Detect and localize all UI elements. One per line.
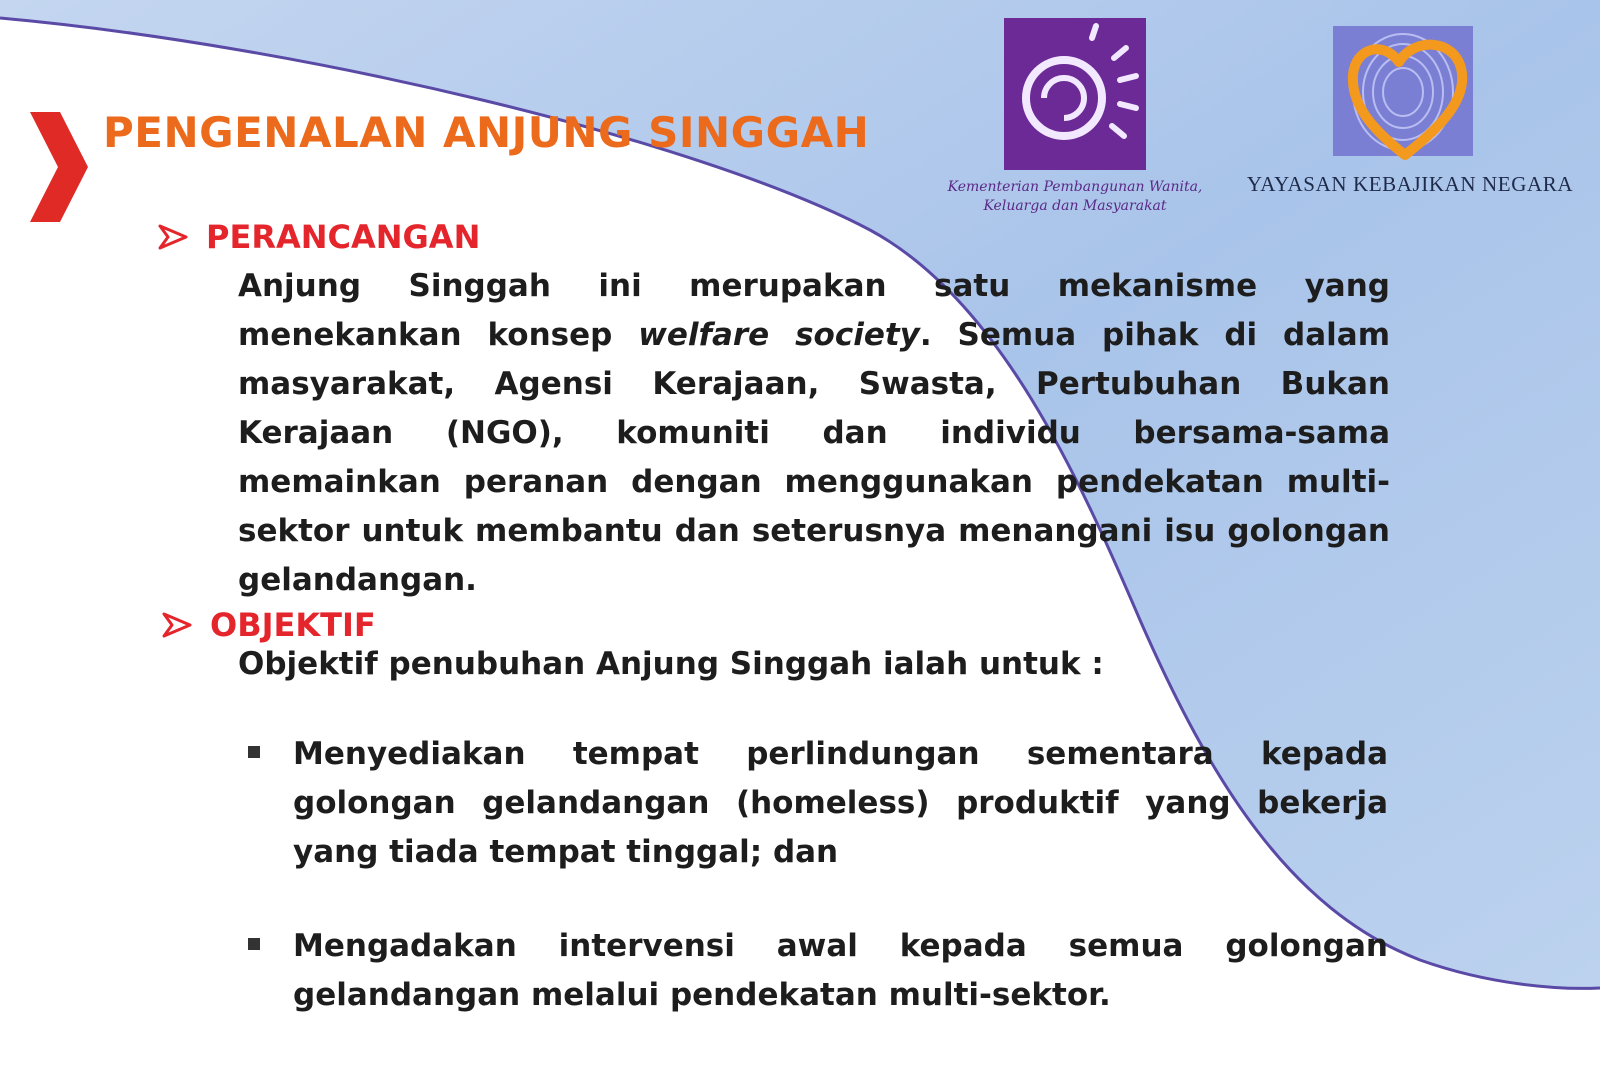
objektif-bullet-item <box>248 730 1388 877</box>
red-chevron-icon <box>30 112 88 222</box>
arrow-bullet-icon <box>162 612 192 638</box>
objektif-intro: Objektif penubuhan Anjung Singgah ialah untuk : <box>238 646 1104 682</box>
square-bullet-icon <box>248 746 260 758</box>
perancangan-paragraph <box>238 262 1390 605</box>
arrow-bullet-icon <box>158 224 188 250</box>
section-heading-perancangan <box>158 218 480 256</box>
slide-title: PENGENALAN ANJUNG SINGGAH <box>103 108 870 157</box>
objektif-bullet-text: Menyediakan tempat perlindungan sementara kepada golongan gelandangan (homeless) produktif yang bekerja yang tiada tempat tinggal; dan <box>293 736 1388 870</box>
perancangan-text-after: . Semua pihak di dalam masyarakat, Agensi Kerajaan, Swasta, Pertubuhan Bukan Kerajaan (NGO), komuniti dan individu bersama-sama memainkan peranan dengan menggunakan pendekatan multi-sektor untuk membantu dan seterusnya menangani isu golongan gelandangan. <box>238 317 1390 598</box>
yayasan-logo-caption: YAYASAN KEBAJIKAN NEGARA <box>1246 172 1574 196</box>
perancangan-emphasis: welfare society <box>638 317 920 353</box>
objektif-bullet-text: Mengadakan intervensi awal kepada semua golongan gelandangan melalui pendekatan multi-sektor. <box>293 928 1388 1013</box>
yayasan-heart-logo-icon <box>1333 20 1481 160</box>
square-bullet-icon <box>248 938 260 950</box>
perancangan-text-before: Anjung Singgah ini merupakan satu mekanisme yang menekankan konsep <box>238 268 1390 353</box>
section-heading-objektif <box>162 606 376 644</box>
objektif-heading-text: OBJEKTIF <box>210 606 376 644</box>
kpwkm-caption-line1: Kementerian Pembangunan Wanita, <box>947 179 1203 195</box>
kpwkm-logo-caption <box>940 178 1210 216</box>
objektif-bullet-item <box>248 922 1388 1020</box>
kpwkm-logo-icon <box>1004 18 1146 170</box>
perancangan-heading-text: PERANCANGAN <box>206 218 481 256</box>
kpwkm-caption-line2: Keluarga dan Masyarakat <box>983 198 1167 214</box>
